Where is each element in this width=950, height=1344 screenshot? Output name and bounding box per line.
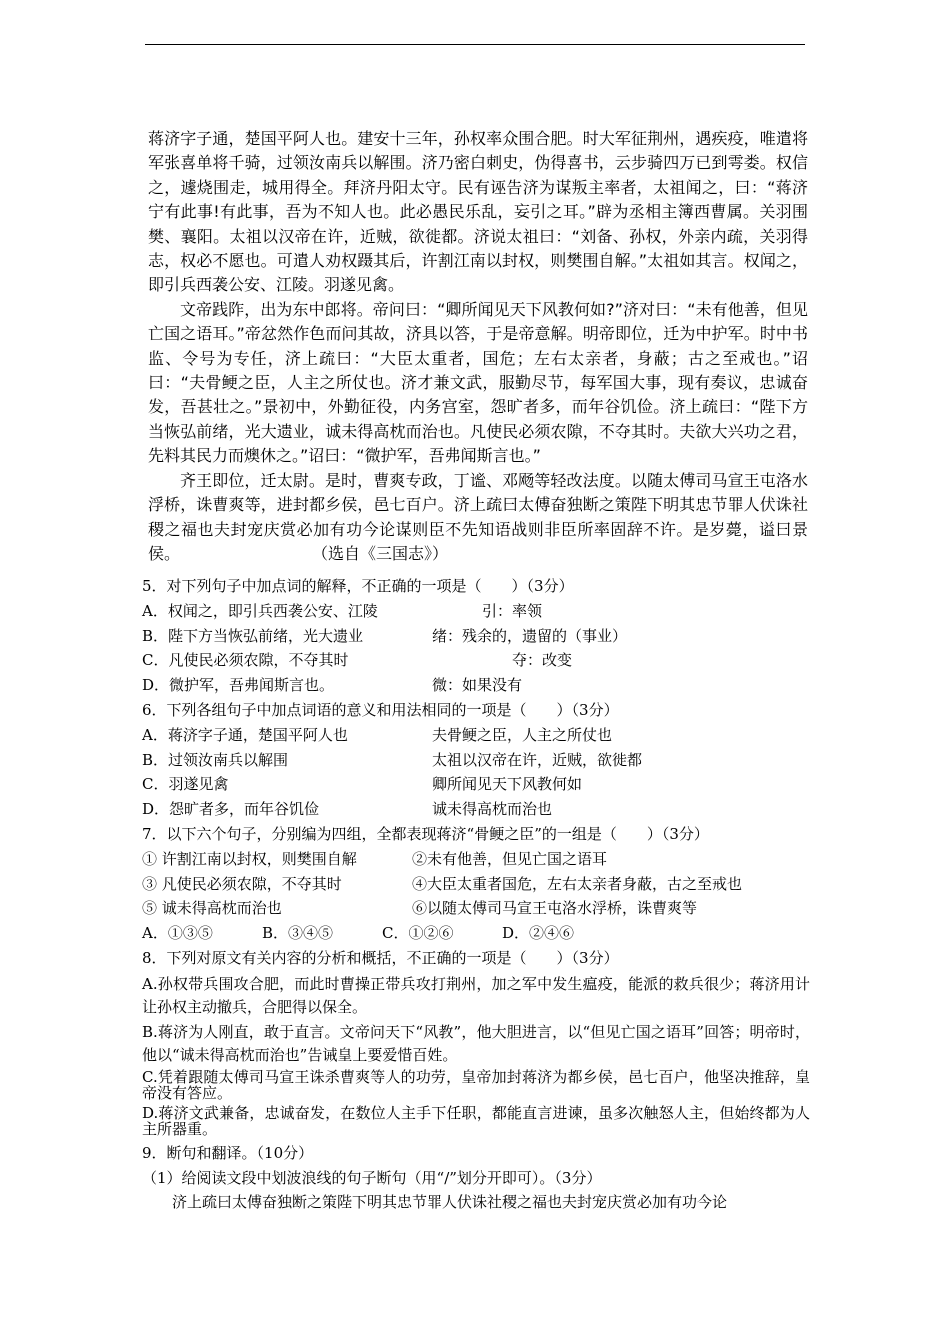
- question-7-item-row-1: ① 许割江南以封权，则樊围自解 ②未有他善，但见亡国之语耳: [142, 849, 608, 868]
- question-6-option-b: B．过领汝南兵以解围 太祖以汉帝在许，近贼，欲徙都: [142, 750, 643, 769]
- question-6-option-a: A．蒋济字子通，楚国平阿人也 夫骨鲠之臣，人主之所仗也: [142, 725, 613, 744]
- question-8-stem: 8．下列对原文有关内容的分析和概括，不正确的一项是（ ）（3分）: [142, 948, 619, 967]
- question-9-sub-1: （1）给阅读文段中划波浪线的句子断句（用“/”划分开即可）。（3分）: [142, 1168, 602, 1187]
- question-7-choices: [142, 921, 810, 946]
- passage-paragraph-3: [148, 469, 808, 567]
- passage-paragraph-1: 蒋济字子通，楚国平阿人也。建安十三年，孙权率众围合肥。时大军征荆州，遇疾疫，唯遣将军张喜单将千骑，过领汝南兵以解围。济乃密白刺史，伪得喜书，云步骑四万已到雩娄。权信之，遽烧围走，城用得全。拜济丹阳太守。民有诬告济为谋叛主率者，太祖闻之，曰：“蒋济宁有此事!有此事，吾为不知人也。此必愚民乐乱，妄引之耳。”辟为丞相主簿西曹属。关羽围樊、襄阳。太祖以汉帝在许，近贼，欲徙都。济说太祖曰：“刘备、孙权，外亲内疏，关羽得志，权必不愿也。可遣人劝权蹑其后，许割江南以封权，则樊围自解。”太祖如其言。权闻之，即引兵西袭公安、江陵。羽遂见禽。: [148, 129, 808, 295]
- question-9-stem: 9．断句和翻译。（10分）: [142, 1143, 314, 1162]
- question-7-choice-c: C．①②⑥: [382, 924, 454, 943]
- question-5-option-c: C．凡使民必须农隙，不夺其时 夺：改变: [142, 651, 573, 670]
- question-8-option-b: B.蒋济为人刚直，敢于直言。文帝问天下“风教”，他大胆进言，以“但见亡国之语耳”回答；明帝时，他以“诚未得高枕而治也”告诫皇上要爱惜百姓。: [142, 1022, 810, 1064]
- question-8-option-d: D.蒋济文武兼备，忠诚奋发，在数位人主手下任职，都能直言进谏，虽多次触怒人主，但始终都为人主所器重。: [142, 1103, 810, 1138]
- question-6-stem: 6．下列各组句子中加点词语的意义和用法相同的一项是（ ）（3分）: [142, 700, 619, 719]
- question-5-option-d: D．微护军，吾弗闻斯言也。 微：如果没有: [142, 676, 523, 695]
- question-8-option-a: A.孙权带兵围攻合肥，而此时曹操正带兵攻打荆州，加之军中发生瘟疫，能派的救兵很少；蒋济用计让孙权主动撤兵，合肥得以保全。: [142, 974, 810, 1016]
- question-7-choice-a: A．①③⑤: [142, 924, 213, 943]
- question-7-choice-b: B．③④⑤: [262, 924, 334, 943]
- question-9-text: 济上疏曰太傅奋独断之策陛下明其忠节罪人伏诛社稷之福也夫封宠庆赏必加有功今论: [172, 1193, 728, 1212]
- passage-paragraph-3-text: 齐王即位，迁太尉。是时，曹爽专政，丁谧、邓飏等轻改法度。以随太傅司马宣王屯洛水浮桥，诛曹爽等，进封都乡侯，邑七百户。济上疏曰太傅奋独断之策陛下明其忠节罪人伏诛社稷之福也夫封宠庆赏必加有功今论谋则臣不先知语战则非臣所率固辞不许。是岁薨，谥曰景侯。: [148, 470, 808, 563]
- question-5-option-a: A．权闻之，即引兵西袭公安、江陵 引：率领: [142, 601, 543, 620]
- question-7-choice-d: D．②④⑥: [502, 924, 575, 943]
- reading-passage: [148, 127, 808, 566]
- passage-source: （选自《三国志》）: [312, 543, 449, 563]
- question-7-item-row-3: ⑤ 诚未得高枕而治也 ⑥以随太傅司马宣王屯洛水浮桥，诛曹爽等: [142, 899, 698, 918]
- question-5-stem: 5．对下列句子中加点词的解释，不正确的一项是（ ）（3分）: [142, 577, 574, 595]
- question-8-option-c: C.凭着跟随太傅司马宣王诛杀曹爽等人的功劳，皇帝加封蒋济为都乡侯，邑七百户，他坚决推辞，皇帝没有答应。: [142, 1067, 810, 1102]
- question-7-item-row-2: ③ 凡使民必须农隙，不夺其时 ④大臣太重者国危，左右太亲者身蔽，古之至戒也: [142, 874, 743, 893]
- question-5-option-b: B．陛下方当恢弘前绪，光大遗业 绪：残余的，遗留的（事业）: [142, 626, 628, 645]
- question-6-option-d: D．怨旷者多，而年谷饥俭 诚未得高枕而治也: [142, 800, 553, 819]
- question-7-stem: 7．以下六个句子，分别编为四组，全都表现蒋济“骨鲠之臣”的一组是（ ）（3分）: [142, 824, 709, 843]
- passage-paragraph-2: 文帝践阼，出为东中郎将。帝问曰：“卿所闻见天下风教何如?”济对曰：“未有他善，但见亡国之语耳。”帝忿然作色而问其故，济具以答，于是帝意解。明帝即位，迁为中护军。时中书监、令号为专任，济上疏曰：“大臣太重者，国危；左右太亲者，身蔽；古之至戒也。”诏曰：“夫骨鲠之臣，人主之所仗也。济才兼文武，服勤尽节，每军国大事，现有奏议，忠诚奋发，吾甚壮之。”景初中，外勤征役，内务宫室，怨旷者多，而年谷饥俭。济上疏曰：“陛下方当恢弘前绪，光大遗业，诚未得高枕而治也。凡使民必须农隙，不夺其时。夫欲大兴功之君，先料其民力而燠休之。”诏曰：“微护军，吾弗闻斯言也。”: [148, 299, 808, 466]
- questions: [142, 574, 810, 1215]
- question-6-option-c: C．羽遂见禽 卿所闻见天下风教何如: [142, 775, 583, 794]
- header-rule: [145, 44, 805, 45]
